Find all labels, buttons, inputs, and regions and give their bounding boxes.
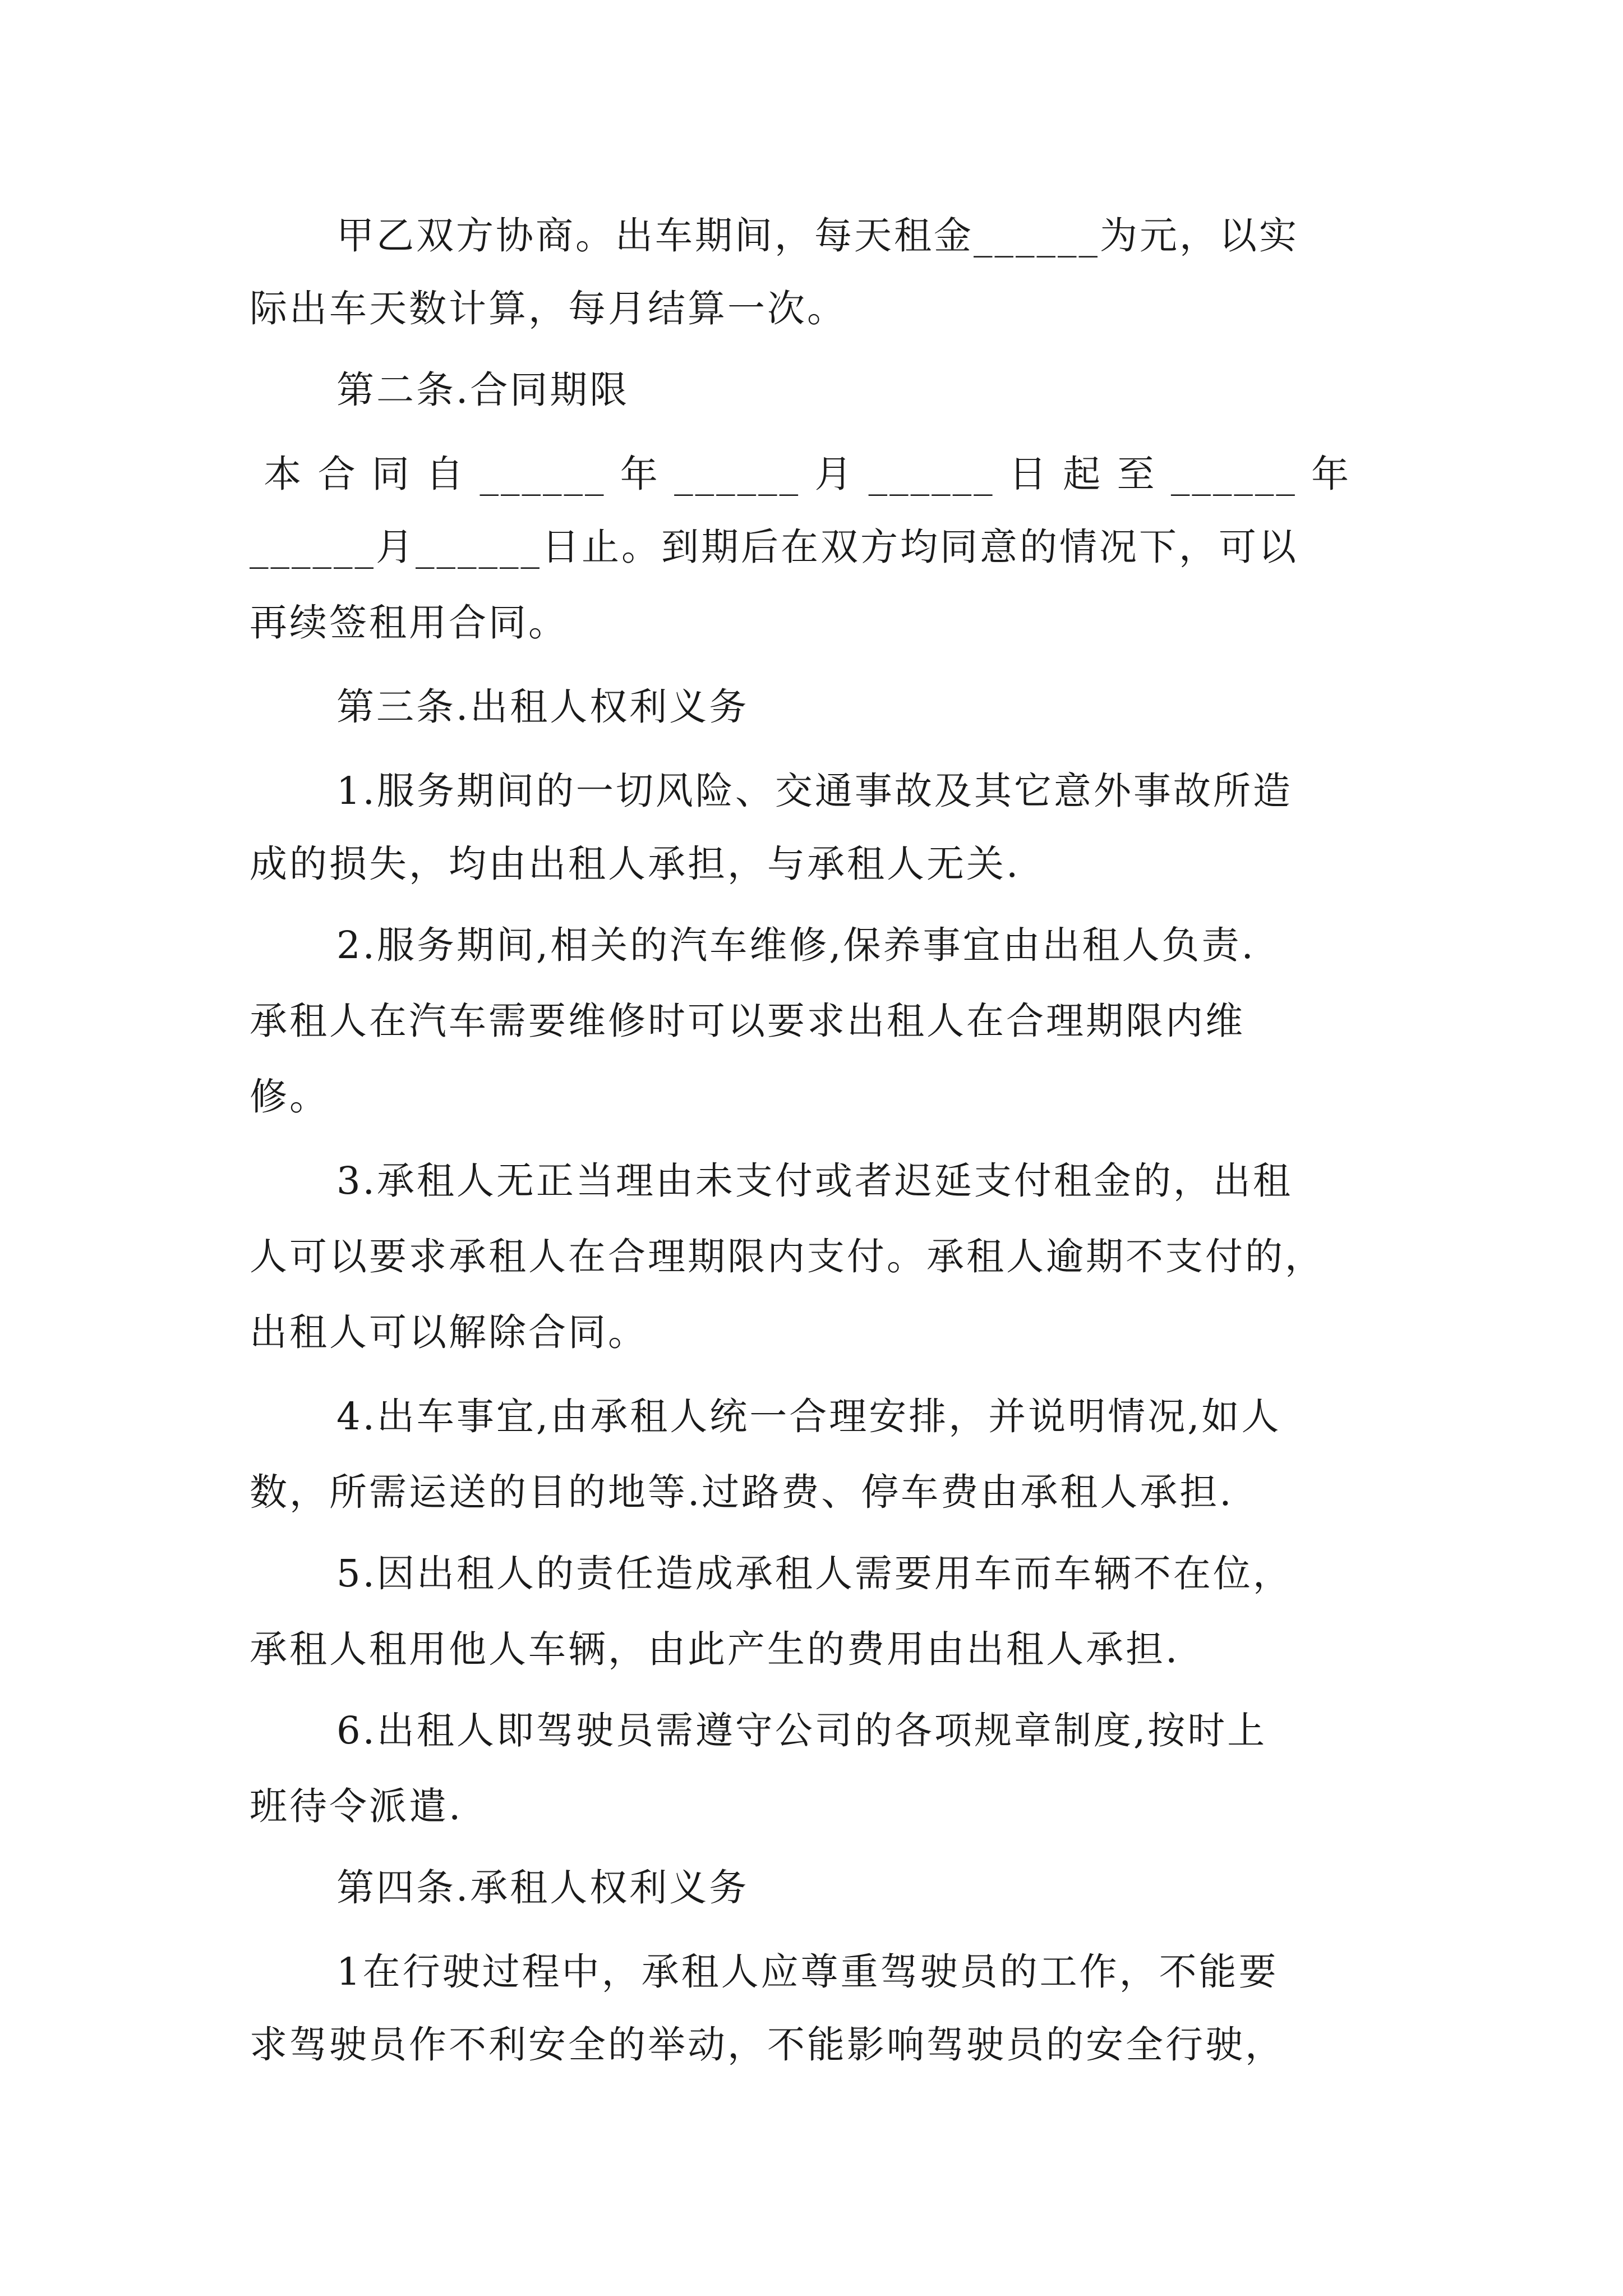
text-line: 3.承租人无正当理由未支付或者迟延支付租金的，出租 — [336, 1159, 1293, 1203]
text-line: 6.出租人即驾驶员需遵守公司的各项规章制度,按时上 — [336, 1709, 1267, 1752]
text-line: ______月______日止。到期后在双方均同意的情况下，可以 — [250, 525, 1298, 569]
text-line: 1在行驶过程中，承租人应尊重驾驶员的工作，不能要 — [336, 1950, 1279, 1994]
text-line: 再续签租用合同。 — [250, 601, 568, 645]
text-line: 甲乙双方协商。出车期间，每天租金______为元，以实 — [336, 214, 1299, 257]
section-heading: 第二条.合同期限 — [336, 368, 630, 412]
text-line: 2.服务期间,相关的汽车维修,保养事宜由出租人负责. — [336, 923, 1256, 967]
text-line: 承租人在汽车需要维修时可以要求出租人在合理期限内维 — [250, 999, 1245, 1043]
text-line: 际出车天数计算，每月结算一次。 — [250, 287, 847, 330]
text-line: 求驾驶员作不利安全的举动，不能影响驾驶员的安全行驶， — [250, 2023, 1285, 2067]
text-line: 成的损失，均由出租人承担，与承租人无关. — [250, 842, 1021, 886]
text-line: 承租人租用他人车辆，由此产生的费用由出租人承担. — [250, 1627, 1180, 1671]
section-heading: 第三条.出租人权利义务 — [336, 685, 749, 729]
section-heading: 第四条.承租人权利义务 — [336, 1866, 749, 1910]
text-line: 出租人可以解除合同。 — [250, 1310, 648, 1354]
text-line: 修。 — [250, 1075, 329, 1119]
text-line: 数，所需运送的目的地等.过路费、停车费由承租人承担. — [250, 1470, 1234, 1514]
text-line: 4.出车事宜,由承租人统一合理安排，并说明情况,如人 — [336, 1395, 1281, 1438]
text-line: 班待令派遣. — [250, 1784, 463, 1828]
text-line: 人可以要求承租人在合理期限内支付。承租人逾期不支付的， — [250, 1235, 1325, 1278]
text-line: 本 合 同 自 ______ 年 ______ 月 ______ 日 起 至 ______ 年 — [250, 452, 1352, 496]
text-line: 5.因出租人的责任造成承租人需要用车而车辆不在位， — [336, 1552, 1293, 1595]
text-line: 1.服务期间的一切风险、交通事故及其它意外事故所造 — [336, 769, 1293, 813]
